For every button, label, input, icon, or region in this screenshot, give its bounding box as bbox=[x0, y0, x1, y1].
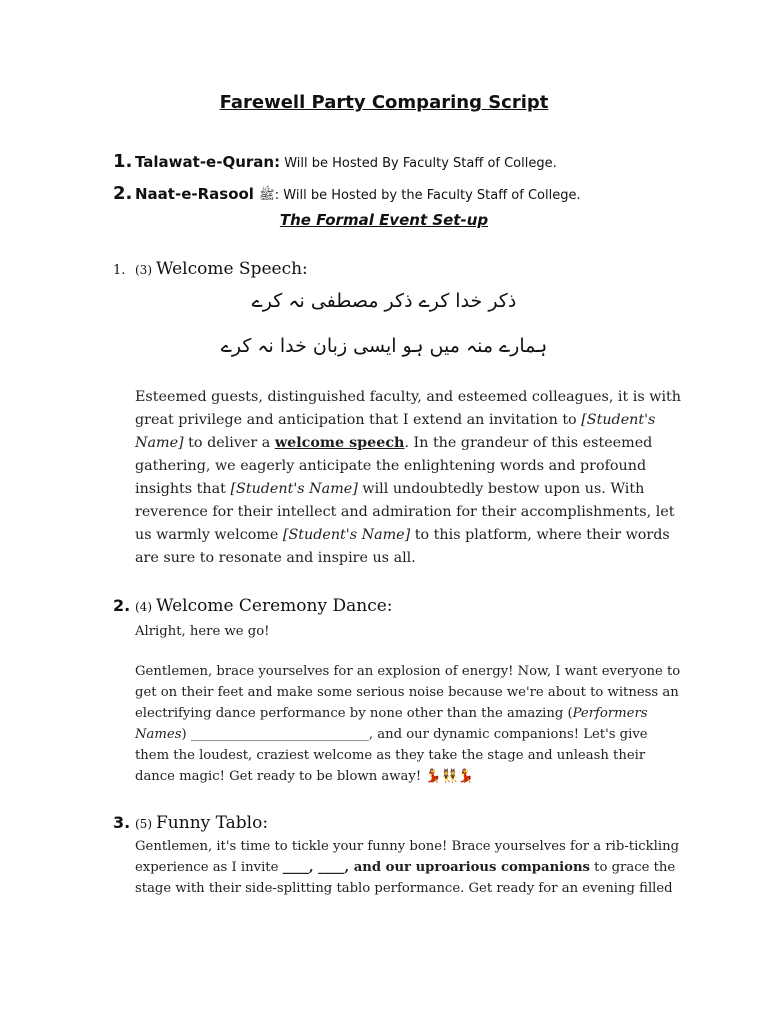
section-order: (5) bbox=[135, 817, 152, 831]
top-item-number: 2. bbox=[113, 183, 133, 204]
dance-intro-line: Alright, here we go! bbox=[135, 624, 270, 639]
pbuh-symbol: ﷺ bbox=[259, 188, 275, 203]
urdu-verse-line-2: ہمارے منہ میں ہو ایسی زبان خدا نہ کرے bbox=[220, 335, 548, 357]
section-title: Funny Tablo: bbox=[156, 813, 269, 833]
document-title: Farewell Party Comparing Script bbox=[219, 92, 549, 113]
section-title: Welcome Ceremony Dance: bbox=[156, 596, 393, 616]
top-item-desc: Will be Hosted By Faculty Staff of College. bbox=[280, 156, 557, 171]
section-number: 3. bbox=[113, 813, 131, 832]
section-heading-welcome-speech bbox=[113, 259, 308, 279]
tablo-performers-placeholder: ____, ____, and our uproarious companions bbox=[282, 860, 590, 875]
top-item-desc: : Will be Hosted by the Faculty Staff of College. bbox=[274, 188, 581, 203]
top-item-number: 1. bbox=[113, 151, 133, 172]
section-title: Welcome Speech: bbox=[156, 259, 308, 279]
tablo-paragraph: Gentlemen, it's time to tickle your funny bone! Brace yourselves for a rib-tickling experience as I invite ____, ____, and our uproarious companions to grace the stage with their side-splitting tablo performance. Get ready for an evening filled bbox=[135, 839, 680, 896]
welcome-speech-link[interactable]: welcome speech bbox=[274, 435, 405, 451]
section-order: (3) bbox=[135, 263, 152, 277]
section-number: 1. bbox=[113, 263, 126, 278]
dance-paragraph: Gentlemen, brace yourselves for an explosion of energy! Now, I want everyone to get on their feet and make some serious noise because we're about to witness an electrifying dance performance by none other than the amazing (Performers Names) ___________________________, and our dynamic companions! Let's give them the loudest, craziest welcome as they take the stage and unleash their dance magic! Get ready to be blown away! 💃👯💃 bbox=[135, 664, 681, 784]
student-name-placeholder: [Student's Name] bbox=[135, 412, 656, 451]
top-item-label: Talawat-e-Quran: bbox=[135, 153, 281, 171]
top-item-label: Naat-e-Rasool bbox=[135, 185, 254, 203]
urdu-verse-line-1: ذکر خدا کرے ذکر مصطفی نہ کرے bbox=[251, 290, 517, 312]
dance-emoji-icon: 💃👯💃 bbox=[425, 769, 474, 784]
student-name-placeholder: [Student's Name] bbox=[282, 527, 411, 543]
section-order: (4) bbox=[135, 600, 152, 614]
section-heading-welcome-dance bbox=[113, 596, 393, 616]
section-heading-funny-tablo bbox=[113, 813, 268, 833]
student-name-placeholder: [Student's Name] bbox=[230, 481, 358, 497]
section-number: 2. bbox=[113, 596, 131, 615]
section-subtitle: The Formal Event Set-up bbox=[279, 211, 489, 229]
performers-names-placeholder: Performers Names bbox=[135, 706, 648, 742]
top-item-naat bbox=[113, 183, 581, 206]
welcome-speech-paragraph: Esteemed guests, distinguished faculty, and esteemed colleagues, it is with great privilege and anticipation that I extend an invitation to [Student's Name] to deliver a welcome speech. In the grandeur of this esteemed gathering, we eagerly anticipate the enlightening words and profound insights that [Student's Name] will undoubtedly bestow upon us. With reverence for their intellect and admiration for their accomplishments, let us warmly welcome [Student's Name] to this platform, where their words are sure to resonate and inspire us all. bbox=[135, 389, 681, 566]
top-item-talawat bbox=[113, 151, 557, 172]
